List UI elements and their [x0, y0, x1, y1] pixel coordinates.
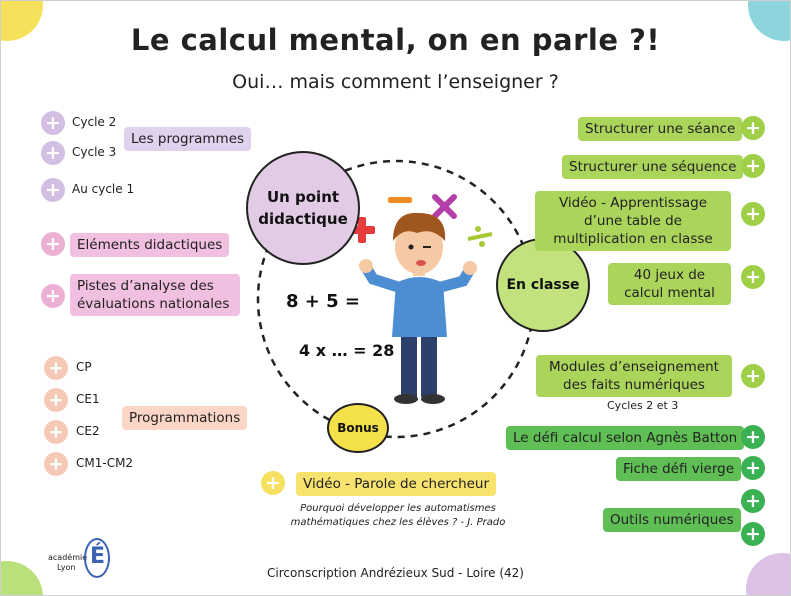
plus-icon-ce2[interactable]: + [44, 420, 68, 444]
plus-icon-cycle2[interactable]: + [41, 111, 65, 135]
structurer-sequence-button[interactable]: Structurer une séquence [562, 155, 743, 179]
equation-multiplication: 4 x … = 28 [299, 341, 395, 360]
modules-enseignement-button[interactable]: Modules d’enseignement des faits numériques [536, 355, 732, 397]
page-title: Le calcul mental, on en parle ?! [130, 23, 661, 57]
plus-icon-defi[interactable]: + [741, 425, 765, 449]
en-classe-bubble[interactable]: En classe [496, 238, 590, 332]
equation-addition: 8 + 5 = [286, 291, 361, 312]
ce2-link[interactable]: CE2 [76, 424, 100, 438]
plus-icon-cycle3[interactable]: + [41, 141, 65, 165]
plus-icon-cp[interactable]: + [44, 356, 68, 380]
didactique-bubble[interactable]: Un point didactique [246, 151, 360, 265]
elements-didactiques-button[interactable]: Eléments didactiques [70, 233, 229, 257]
infographic-page: Le calcul mental, on en parle ?! Oui… mais comment l’enseigner ? + Cycle 2 + Cycle 3 + Au cycle 1 Les programmes + Eléments didactiques + Pistes d’analyse des évaluations nationales + CP + CE1 + CE2 + CM1-CM2 Programmations Un point didactique En classe Bonus 8 + 5 = 4 x … = 28 Structurer une séance + Structurer une séquence + Vidéo - Apprentissage d’une table de multiplication en classe + 40 jeux de calcul mental + Modules d’enseignement des faits numériques + Cycles 2 et 3 Le défi calcul selon Agnès Batton + Fiche défi vierge + Outils numériques + + + Vidéo - Parole de chercheur Pourquoi développer les automatismes mathématiques chez les élèves ? - J. Prado Circonscription Andrézieux Sud - Loire (42) académie Lyon É [0, 0, 791, 596]
ce1-link[interactable]: CE1 [76, 392, 100, 406]
footer-text: Circonscription Andrézieux Sud - Loire (42) [267, 566, 524, 580]
chercheur-quote: Pourquoi développer les automatismes mathématiques chez les élèves ? - J. Prado [290, 503, 506, 528]
minus-symbol-orange [388, 197, 412, 203]
plus-icon-pistes[interactable]: + [41, 284, 65, 308]
programmes-tag: Les programmes [124, 127, 251, 151]
video-chercheur-button[interactable]: Vidéo - Parole de chercheur [296, 472, 496, 496]
cm1-cm2-link[interactable]: CM1-CM2 [76, 456, 134, 470]
boy-illustration [359, 213, 477, 404]
plus-icon-elements[interactable]: + [41, 232, 65, 256]
plus-icon-sequence[interactable]: + [741, 154, 765, 178]
plus-icon-outils-2[interactable]: + [741, 522, 765, 546]
plus-icon-cycle1[interactable]: + [41, 178, 65, 202]
jeux-calcul-mental-button[interactable]: 40 jeux de calcul mental [608, 263, 731, 305]
cycle1-link[interactable]: Au cycle 1 [72, 182, 135, 196]
plus-icon-seance[interactable]: + [741, 116, 765, 140]
plus-icon-jeux[interactable]: + [741, 265, 765, 289]
plus-icon-outils-1[interactable]: + [741, 489, 765, 513]
plus-icon-video-table[interactable]: + [741, 202, 765, 226]
plus-icon-cm1cm2[interactable]: + [44, 452, 68, 476]
logo-letter: É [90, 544, 106, 569]
plus-icon-fiche[interactable]: + [741, 456, 765, 480]
plus-icon-ce1[interactable]: + [44, 388, 68, 412]
cycle2-link[interactable]: Cycle 2 [72, 115, 117, 129]
plus-icon-bonus-video[interactable]: + [261, 471, 285, 495]
cycles-note: Cycles 2 et 3 [607, 399, 679, 412]
pistes-analyse-button[interactable]: Pistes d’analyse des évaluations nationales [70, 274, 240, 316]
defi-calcul-button[interactable]: Le défi calcul selon Agnès Batton [506, 426, 744, 450]
cp-link[interactable]: CP [76, 360, 92, 374]
outils-numeriques-button[interactable]: Outils numériques [603, 508, 741, 532]
page-subtitle: Oui… mais comment l’enseigner ? [232, 71, 559, 93]
fiche-defi-button[interactable]: Fiche défi vierge [616, 457, 741, 481]
plus-icon-modules[interactable]: + [741, 364, 765, 388]
cycle3-link[interactable]: Cycle 3 [72, 145, 117, 159]
structurer-seance-button[interactable]: Structurer une séance [578, 117, 742, 141]
programmations-tag: Programmations [122, 406, 247, 430]
divide-symbol-green [468, 226, 492, 247]
video-table-multiplication-button[interactable]: Vidéo - Apprentissage d’une table de multiplication en classe [535, 191, 731, 251]
times-symbol-purple [435, 197, 454, 216]
bonus-bubble[interactable]: Bonus [327, 403, 389, 453]
